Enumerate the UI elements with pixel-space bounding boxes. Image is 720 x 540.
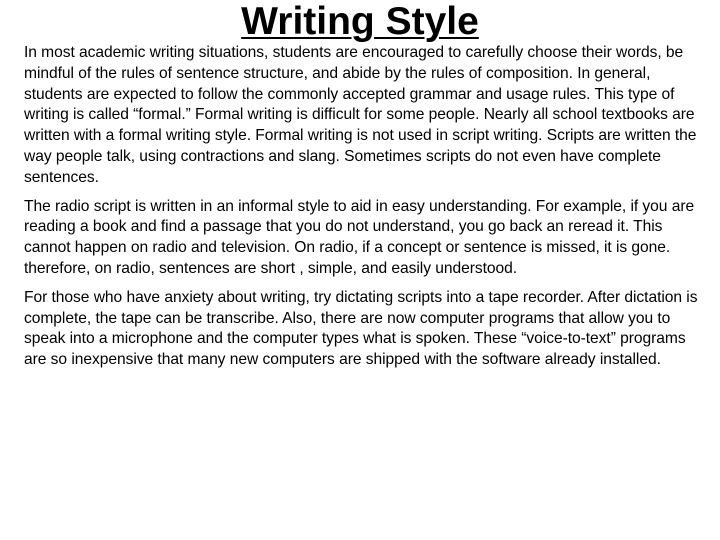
slide-body [24,43,710,379]
paragraph-radio-script: The radio script is written in an informal style to aid in easy understanding. For example, if you are reading a book and find a passage that you do not understand, you go back an reread it. This cannot happen on radio and television. On radio, if a concept or sentence is missed, it is gone. therefore, on radio, sentences are short , simple, and easily understood. [24,197,695,277]
slide-title: Writing Style [241,0,479,43]
paragraph-formal-writing: In most academic writing situations, students are encouraged to carefully choose their words, be mindful of the rules of sentence structure, and abide by the rules of composition. In general, students are expected to follow the commonly accepted grammar and usage rules. This type of writing is called “formal.” Formal writing is difficult for some people. Nearly all school textbooks are written with a formal writing style. Formal writing is not used in script writing. Scripts are written the way people talk, using contractions and slang. Sometimes scripts do not even have complete sentences. [24,44,697,186]
paragraph-dictation: For those who have anxiety about writing, try dictating scripts into a tape recorder. After dictation is complete, the tape can be transcribe. Also, there are now computer programs that allow you to speak into a microphone and the computer types what is spoken. These “voice-to-text” programs are so inexpensive that many new computers are shipped with the software already installed. [24,288,698,369]
